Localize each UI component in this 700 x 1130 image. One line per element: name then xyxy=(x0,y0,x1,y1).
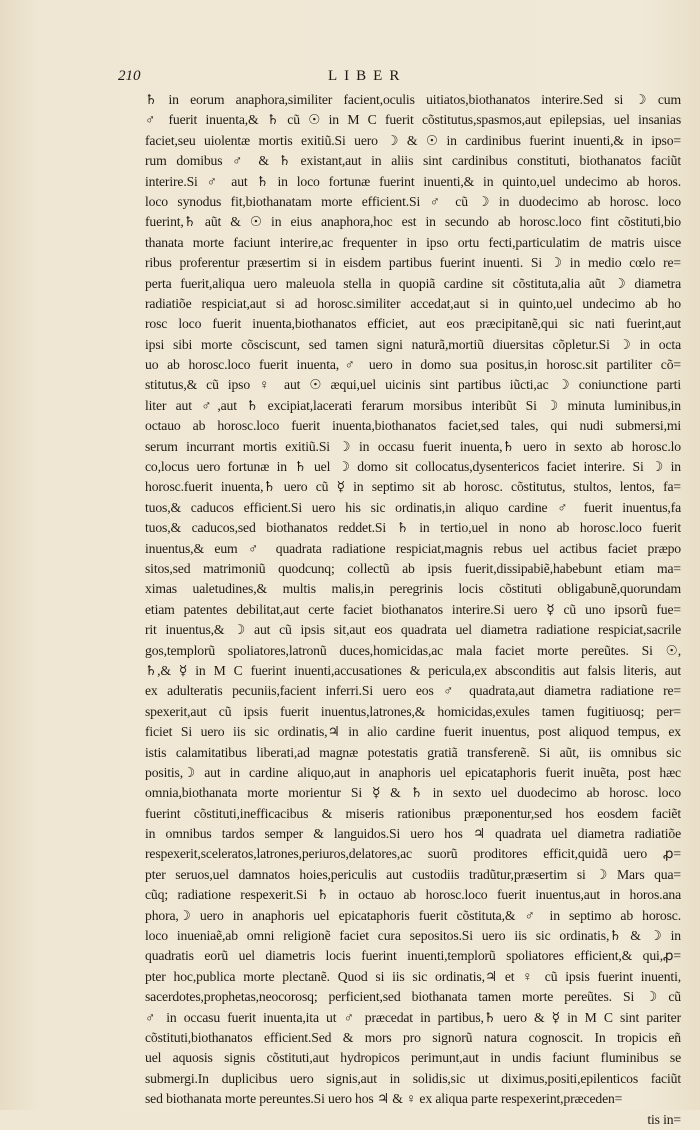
text-line: ♄,& ☿ in M C fuerint inuenti,accusationes & pericula,ex absconditis aut falsis literis, aut xyxy=(145,662,681,678)
text-line: ex adulteratis pecuniis,facient inferri.Si uero eos ♂ quadrata,aut diametra radiatione re= xyxy=(145,683,681,699)
text-line: thanata morte faciunt interire,ac frequenter in ipso ortu fecti,particulatim de matris uisce xyxy=(145,234,681,250)
text-line: uo ab horosc.loco fuerit inuenta,♂ uero in domo sua positus,in horosc.sit partiliter cõ= xyxy=(145,357,681,373)
text-line: ipsi sibi morte cõsciscunt, sed tamen signi naturã,mortiũ diuersitas cõpletur.Si ☽ in octa xyxy=(145,336,681,352)
text-line: phora,☽ uero in anaphoris uel epicataphoris fuerit cõstituta,& ♂ in septimo ab horosc. xyxy=(145,907,681,923)
text-line: ribus proferentur præsertim si in eisdem partibus fuerint inuenti. Si ☽ in medio cœlo re= xyxy=(145,255,681,271)
text-line: co,locus uero fortunæ in ♄ uel ☽ domo sit collocatus,dysentericos faciet interire. Si ☽ in xyxy=(145,459,681,475)
text-line: quadratis eorũ uel diametris locis fuerint inuenti,templorũ spoliatores efficient,& qui,ꝓ= xyxy=(145,948,681,964)
text-line: fuerint,♄ aũt & ☉ in eius anaphora,hoc est in secundo ab horosc.loco fint cõstituti,bio xyxy=(145,214,681,230)
text-line: tis in= xyxy=(647,1111,681,1127)
running-head: LIBER xyxy=(328,68,407,84)
body-text xyxy=(145,90,681,1130)
text-line: ♂ in occasu fuerit inuenta,ita ut ♂ præcedat in partibus,♄ uero & ☿ in M C sint pariter xyxy=(145,1009,681,1025)
text-line: tuos,& caducos efficient.Si uero his sic ordinatis,in aliquo cardine ♂ fuerit inuentus,fa xyxy=(145,499,681,515)
text-line: ♂ fuerit inuenta,& ♄ cũ ☉ in M C fuerit cõstitutus,spasmos,aut epilepsias, uel insanias xyxy=(145,112,681,128)
text-line: sitos,sed matrimoniũ quodcunq; collectũ ab ipsis fuerit,dissipabiẽ,habebunt etiam ma= xyxy=(145,560,681,576)
text-line: sacerdotes,prophetas,neocorosq; perficient,sed biothanata tamen morte pereũtes. Si ☽ cũ xyxy=(145,989,681,1005)
text-line: cũq; radiatione respexerit.Si ♄ in octauo ab horosc.loco fuerit inuentus,aut in horos.ana xyxy=(145,887,681,903)
text-line: radiatiõe respiciat,aut si ad horosc.similiter accedat,aut si in quinto,uel undecimo ab ho xyxy=(145,295,681,311)
text-line: tuos,& caducos,sed biothanatos reddet.Si ♄ in tertio,uel in nono ab horosc.loco fuerit xyxy=(145,520,681,536)
text-line: fuerint cõstituti,inefficacibus & miseris rationibus præponentur,sed hos eosdem faciẽt xyxy=(145,805,681,821)
text-line: rit inuentus,& ☽ aut cũ ipsis sit,aut eos quadrata uel diametra radiatione respiciat,sacrile xyxy=(145,622,681,638)
text-line: loco inueniaẽ,ab omni religionẽ faciet cura sepositos.Si uero iis sic ordinatis,♄ & ☽ in xyxy=(145,928,681,944)
text-line: rosc loco fuerit inuenta,biothanatos efficiet, aut eos præcipitanẽ,qui sic nati fuerint,aut xyxy=(145,316,681,332)
text-line: sed biothanata morte pereuntes.Si uero hos ♃ & ♀ ex aliqua parte respexerint,præceden= xyxy=(145,1091,623,1107)
text-line: ♄ in eorum anaphora,similiter facient,oculis uitiatos,biothanatos interire.Sed si ☽ cum xyxy=(145,92,681,107)
page-header xyxy=(118,68,678,90)
text-line: in omnibus tardos semper & languidos.Si uero hos ♃ quadrata uel diametra radiatiõe xyxy=(145,826,681,842)
text-line: respexerit,sceleratos,latrones,periuros,delatores,ac suorũ proditores efficit,quidã uero ꝓ= xyxy=(145,846,681,862)
text-line: rum domibus ♂ & ♄ existant,aut in aliis sint cardinibus constituti, biothanatos faciũt xyxy=(145,153,681,169)
text-line: stitutus,& cũ ipso ♀ aut ☉ æqui,uel uicinis sint partibus iũcti,ac ☽ coniunctione parti xyxy=(145,377,681,393)
text-line: etiam patentes debilitat,aut certe faciet biothanatos interire.Si uero ☿ cũ uno ipsorũ fue= xyxy=(145,601,681,617)
text-line: octauo ab horosc.loco fuerit inuenta,biothanatos faciet,sed tales, qui nudi submersi,mi xyxy=(145,418,681,434)
text-line: liter aut ♂,aut ♄ excipiat,lacerati ferarum morsibus interibũt Si ☽ minuta luminibus,in xyxy=(145,397,681,413)
text-line: uel aquosis signis cõstituti,aut hydropicos perimunt,aut in undis faciunt fluminibus se xyxy=(145,1050,681,1066)
text-line: pter seruos,uel damnatos hoies,periculis aut custodiis tradũtur,præsertim si ☽ Mars qua= xyxy=(145,866,681,882)
text-line: istis calamitatibus liberati,ad magnæ potestatis gratiã transferenẽ. Si aũt, iis omnibus sic xyxy=(145,744,681,760)
text-line: positis,☽ aut in cardine aliquo,aut in anaphoris uel epicataphoris fuerit inuẽta, post hæc xyxy=(145,764,681,780)
text-line: inuentus,& eum ♂ quadrata radiatione respiciat,magnis rebus uel actibus faciet præpo xyxy=(145,540,681,556)
text-line: interire.Si ♂ aut ♄ in loco fortunæ fuerint inuenti,& in quinto,uel undecimo ab horos. xyxy=(145,173,681,189)
text-line: horosc.fuerit inuenta,♄ uero cũ ☿ in septimo sit ab horosc. cõstitutus, stultos, lentos, fa= xyxy=(145,479,681,495)
text-line: serum incurrant mortis exitiũ.Si ☽ in occasu fuerit inuenta,♄ uero in sexto ab horosc.lo xyxy=(145,438,681,454)
page-number: 210 xyxy=(118,68,141,84)
text-line: submergi.In duplicibus uero signis,aut in solidis,sic ut diximus,positi,epilenticos faciũt xyxy=(145,1070,681,1086)
text-line: spexerit,aut cũ ipsis fuerit inuentus,latrones,& homicidas,exules tamen fugitiuosq; per= xyxy=(145,703,681,719)
text-line: pter hoc,publica morte plectanẽ. Quod si iis sic ordinatis,♃ et ♀ cũ ipsis fuerint inuenti, xyxy=(145,968,681,984)
text-line: gos,templorũ spoliatores,latronũ duces,homicidas,ac mala faciet morte pereũtes. Si ☉, xyxy=(145,642,681,658)
text-line: perta fuerit,aliqua uero maleuola stella in quopiã cardine sit cõstituta,alia aũt ☽ diametra xyxy=(145,275,681,291)
text-line: ximas ualetudines,& multis malis,in peregrinis locis cõstituti obligabunẽ,quorundam xyxy=(145,581,681,597)
text-line: cõstituti,biothanatos efficient.Sed & mors pro signorũ natura cognoscit. In tropicis eñ xyxy=(145,1029,681,1045)
text-line: loco synodus fit,biothanatam morte efficient.Si ♂ cũ ☽ in duodecimo ab horosc. loco xyxy=(145,193,681,209)
text-line: faciet,seu uiolentæ mortis exitiũ.Si uero ☽ & ☉ in cardinibus fuerint inuenti,& in ipso= xyxy=(145,132,681,148)
text-line: ficiet Si uero iis sic ordinatis,♃ in alio cardine fuerit inuentus, post aliquod tempus, ex xyxy=(145,724,681,740)
text-line: omnia,biothanata morte morientur Si ☿ & ♄ in sexto uel duodecimo ab horosc. loco xyxy=(145,785,681,801)
